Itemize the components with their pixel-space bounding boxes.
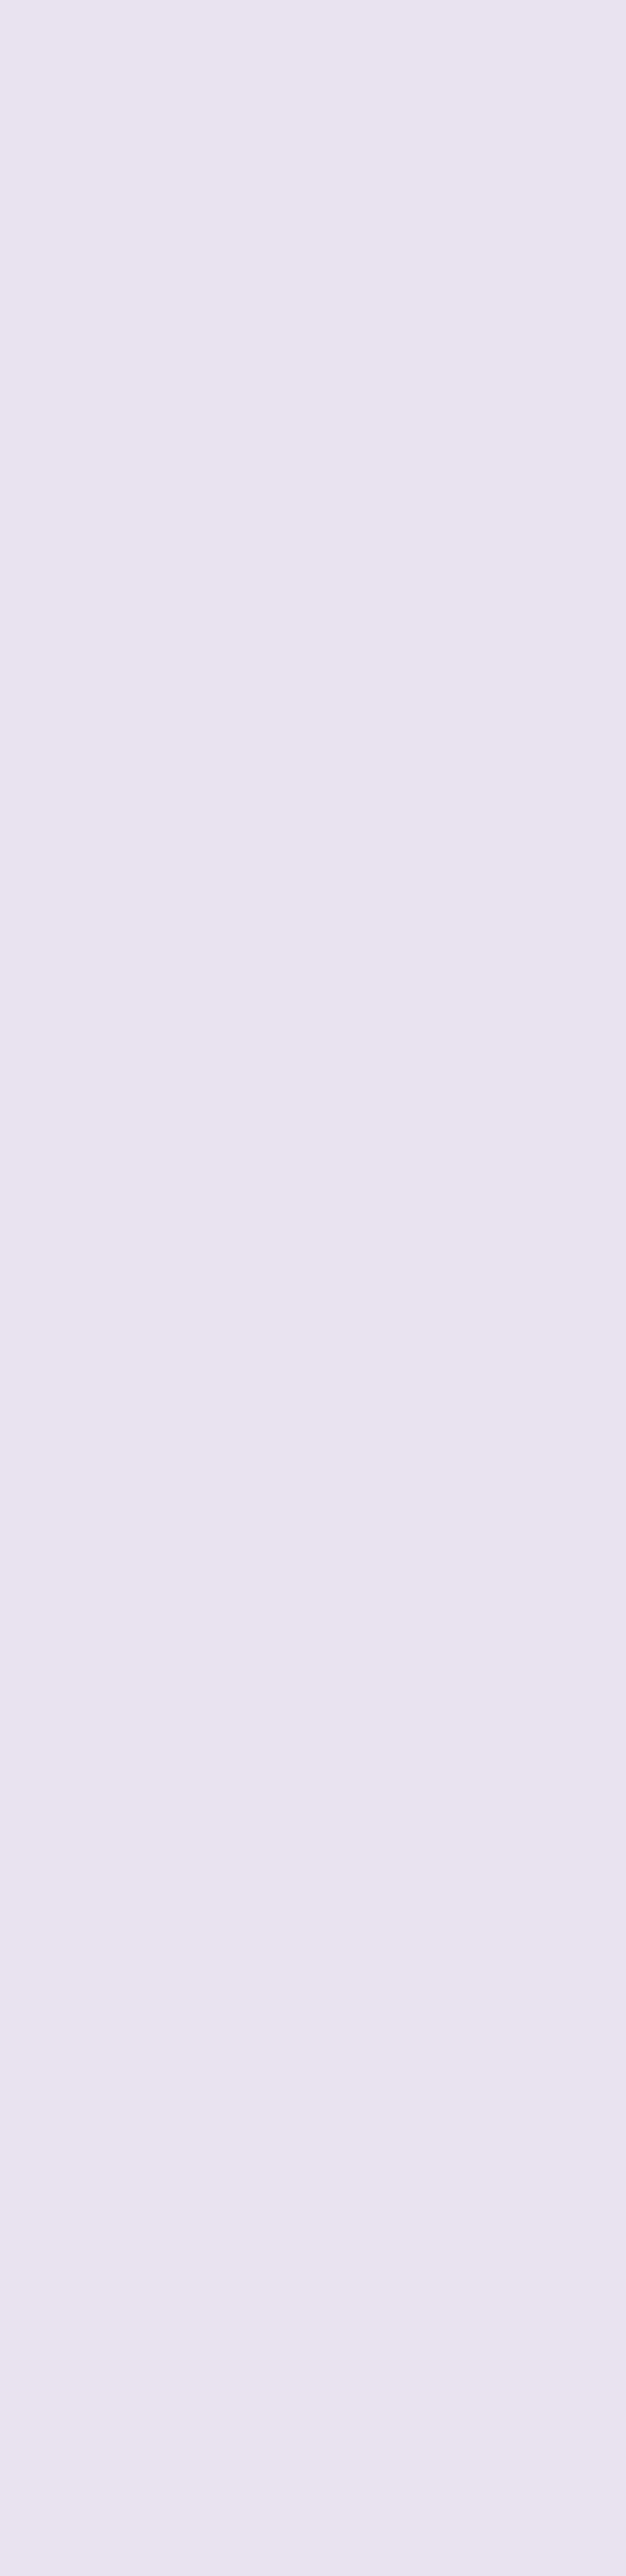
schedule-page	[6, 0, 620, 2]
